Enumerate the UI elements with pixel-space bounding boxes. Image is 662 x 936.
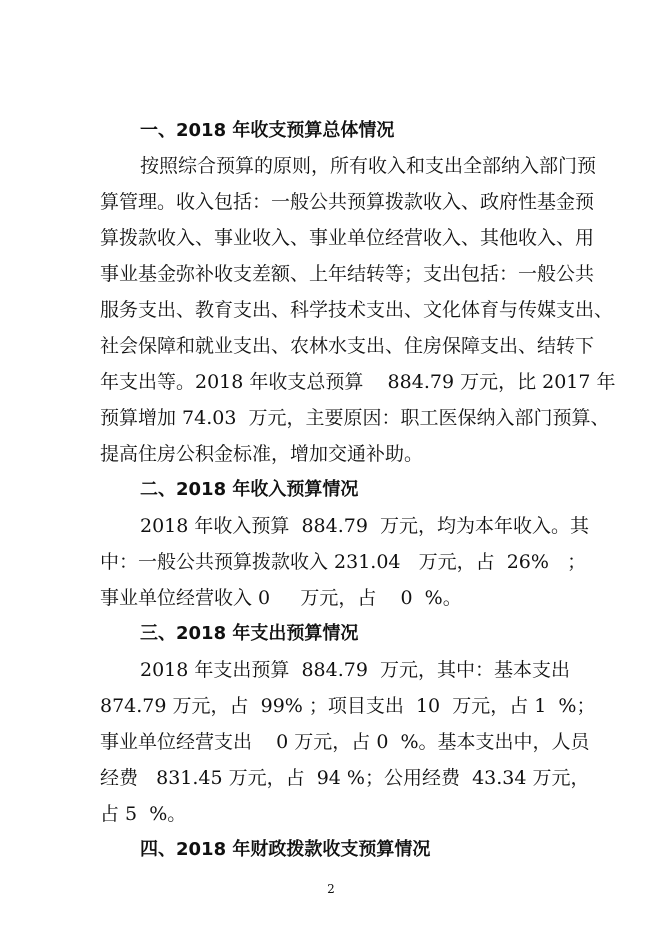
- paragraph-line: 874.79 万元，占 99% ；项目支出 10 万元，占 1 %；: [100, 695, 596, 717]
- paragraph-line: 事业基金弥补收支差额、上年结转等；支出包括：一般公共: [100, 263, 595, 285]
- paragraph-line: 服务支出、教育支出、科学技术支出、文化体育与传媒支出、: [100, 299, 614, 321]
- paragraph-line: 提高住房公积金标准，增加交通补助。: [100, 443, 424, 465]
- section-heading-4: 四、2018 年财政拨款收支预算情况: [140, 839, 431, 860]
- section-heading-3: 三、2018 年支出预算情况: [140, 623, 359, 644]
- paragraph-line: 算管理。收入包括：一般公共预算拨款收入、政府性基金预: [100, 191, 595, 213]
- page-number: 2: [327, 882, 335, 896]
- paragraph-line: 按照综合预算的原则，所有收入和支出全部纳入部门预: [140, 155, 597, 177]
- paragraph-line: 年支出等。2018 年收支总预算 884.79 万元，比 2017 年: [100, 371, 616, 393]
- paragraph-line: 占 5 %。: [100, 803, 187, 825]
- paragraph-line: 2018 年收入预算 884.79 万元，均为本年收入。其: [140, 515, 590, 537]
- paragraph-line: 经费 831.45 万元，占 94 %；公用经费 43.34 万元，: [100, 767, 590, 789]
- section-heading-2: 二、2018 年收入预算情况: [140, 479, 359, 500]
- paragraph-line: 算拨款收入、事业收入、事业单位经营收入、其他收入、用: [100, 227, 595, 249]
- paragraph-line: 预算增加 74.03 万元，主要原因：职工医保纳入部门预算、: [100, 407, 610, 429]
- paragraph-line: 事业单位经营收入 0 万元，占 0 %。: [100, 587, 462, 609]
- paragraph-line: 中：一般公共预算拨款收入 231.04 万元，占 26% ；: [100, 551, 587, 573]
- paragraph-line: 社会保障和就业支出、农林水支出、住房保障支出、结转下: [100, 335, 595, 357]
- paragraph-line: 事业单位经营支出 0 万元，占 0 %。基本支出中，人员: [100, 731, 590, 753]
- section-heading-1: 一、2018 年收支预算总体情况: [140, 120, 395, 141]
- paragraph-line: 2018 年支出预算 884.79 万元，其中：基本支出: [140, 659, 571, 681]
